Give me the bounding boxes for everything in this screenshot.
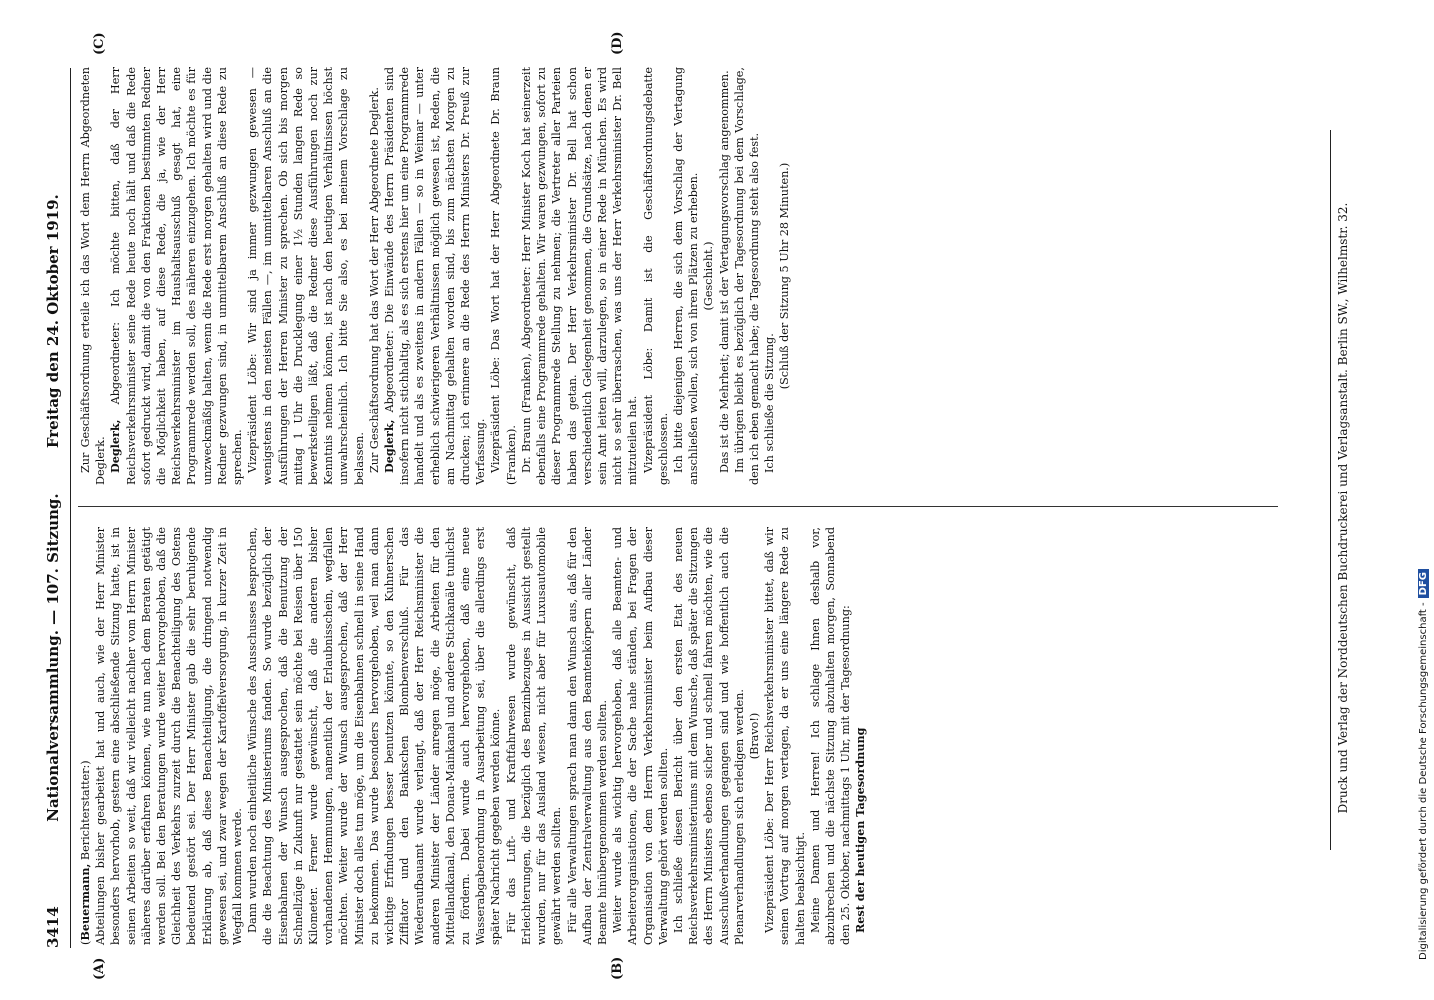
- applause-note: (Bravo!): [747, 712, 761, 760]
- page-number: 3414: [44, 906, 62, 948]
- header-rule: [70, 68, 71, 948]
- margin-marker-a: (A): [92, 957, 107, 980]
- digitization-text: Digitalisierung gefördert durch die Deutsche Forschungsgemeinschaft -: [1418, 602, 1429, 960]
- left-paragraph: Weiter wurde als wichtig hervorgehoben, daß alle Beamten- und Arbeiterorganisationen, die der Sache nahe ständen, bei Fragen der Organisation von dem Herrn Verkehrsminister beim Aufbau dieser Verwaltung gehört werden sollten.: [611, 527, 670, 945]
- right-paragraph: Das ist die Mehrheit; damit ist der Vertagungsvorschlag angenommen.: [717, 70, 731, 473]
- right-column: [78, 67, 793, 485]
- right-paragraph: Zur Geschäftsordnung hat das Wort der Herr Abgeordnete Deglerk.: [367, 87, 381, 473]
- right-paragraph: Ich bitte diejenigen Herren, die sich dem Vorschlag der Vertagung anschließen wollen, sich von ihren Plätzen zu erheben.: [671, 67, 701, 485]
- margin-marker-b: (B): [610, 956, 625, 980]
- digitization-note: [1418, 40, 1429, 960]
- right-paragraph: Ich schließe die Sitzung.: [763, 333, 777, 473]
- right-paragraph: Zur Geschäftsordnung erteile ich das Wort dem Herrn Abgeordneten Deglerk.: [79, 67, 108, 485]
- page-title-left: Nationalversammlung. — 107. Sitzung.: [44, 493, 62, 822]
- dfg-logo: DFG: [1418, 569, 1429, 598]
- left-column: [78, 527, 869, 945]
- session-close-note: (Schluß der Sitzung 5 Uhr 28 Minuten.): [778, 162, 792, 390]
- printer-imprint: Druck und Verlag der Norddeutschen Buchdruckerei und Verlagsanstalt. Berlin SW., Wilhelmstr. 32.: [1336, 202, 1350, 814]
- left-paragraph: Dann wurden noch einheitliche Wünsche des Ausschusses besprochen, die die Beachtung des Ministeriums fanden. So wurde bezüglich der Eisenbahnen der Wunsch ausgesprochen, daß die Benutzung der Schnellzüge in Zukunft nur gestattet sein möchte bei Reisen über 150 Kilometer. Ferner wurde gewünscht, daß die anderen bisher vorhandenen Hemmungen, namentlich der Erlaubnisschein, wegfallen möchten. Weiter wurde der Wunsch ausgesprochen, daß der Herr Minister doch alles tun möge, um die Eisenbahnen schnell in seine Hand zu bekommen. Das wurde besonders hervorgehoben, weil man dann wichtige Erfindungen besser benutzen könnte, so den Kuhnerschen Zifflator und den Bankschen Blombenverschluß. Für das Wiederaufbauamt wurde verlangt, daß der Herr Reichsminister die anderen Minister der Länder anregen möge, die Arbeiten für den Mittellandkanal, den Donau-Mainkanal und andere Stichkanäle tunlichst zu fördern. Dabei wurde auch hervorgehoben, daß eine neue Wasserabgabenordnung in Ausarbeitung sei, über die allerdings erst später Nachricht gegeben werden könne.: [246, 527, 503, 945]
- left-paragraph: Abteilungen bisher gearbeitet hat und auch, wie der Herr Minister besonders hervorhob, gestern eine abschließende Sitzung hatte, ist in seinen Arbeiten so weit, daß wir vielleicht nachher vom Herrn Minister näheres darüber erfahren können, wie nun nach dem Beraten getätigt werden soll. Bei den Beratungen wurde weiter hervorgehoben, daß die Gleichheit des Verkehrs zurzeit durch die Benachteiligung des Ostens bedeutend gestört sei. Der Herr Minister gab die sehr beruhigende Erklärung ab, daß diese Benachteiligung, die dringend notwendig gewesen sei, und zwar wegen der Kartoffelversorgung, in kurzer Zeit in Wegfall kommen werde.: [94, 527, 245, 945]
- margin-marker-d: (D): [610, 31, 625, 55]
- left-paragraph: Vizepräsident Löbe: Der Herr Reichsverkehrsminister bittet, daß wir seinen Vortrag auf morgen vertagen, da er uns eine längere Rede zu halten beabsichtigt.: [763, 527, 807, 945]
- right-paragraph: Im übrigen bleibt es bezüglich der Tagesordnung bei dem Vorschlage, den ich eben gemacht habe; die Tagesordnung steht also fest.: [732, 67, 761, 485]
- right-paragraph: Vizepräsident Löbe: Das Wort hat der Herr Abgeordnete Dr. Braun (Franken).: [489, 67, 518, 485]
- margin-marker-c: (C): [92, 32, 107, 55]
- action-note: (Geschieht.): [702, 241, 716, 311]
- page-title: [44, 68, 62, 948]
- footer-rule: [1330, 130, 1331, 850]
- right-paragraph: Vizepräsident Löbe: Damit ist die Geschäftsordnungsdebatte geschlossen.: [641, 67, 670, 485]
- left-paragraph: Meine Damen und Herren! Ich schlage Ihnen deshalb vor, abzubrechen und die nächste Sitzung abzuhalten morgen, Sonnabend den 25. Oktober, nachmittags 1 Uhr, mit der Tagesordnung:: [808, 527, 853, 945]
- right-paragraph: Deglerk, Abgeordneter: Die Einwände des Herrn Präsidenten sind insofern nicht stichhaltig, als es sich erstens hier um eine Programmrede handelt und als es zweitens in andern Fällen — so in Weimar — unter erheblich schwierigeren Verhältnissen möglich gewesen ist, Reden, die am Nachmittag gehalten worden sind, bis zum nächsten Morgen zu drucken; ich erinnere an die Rede des Herrn Ministers Dr. Preuß zur Verfassung.: [382, 67, 488, 485]
- left-paragraph: (Beuermann, Berichterstatter:): [78, 760, 92, 945]
- page-header: [44, 68, 68, 948]
- right-paragraph: Dr. Braun (Franken), Abgeordneter: Herr Minister Koch hat seinerzeit ebenfalls eine Programmrede gehalten. Wir waren gezwungen, sofort zu dieser Programmrede Stellung zu nehmen; die Vertreter aller Parteien haben das getan. Der Herr Verkehrsminister Dr. Bell hat schon verschiedentlich Gelegenheit genommen, die Grundsätze, nach denen er sein Amt leiten will, darzulegen, so in einer Rede in München. Es wird nicht so sehr überraschen, was uns der Herr Verkehrsminister Dr. Bell mitzuteilen hat.: [519, 67, 640, 485]
- left-paragraph: Für das Luft- und Kraftfahrwesen wurde gewünscht, daß Erleichterungen, die bezüglich des Benzinbezuges in Aussicht gestellt wurden, nur für das Ausland wiesen, nicht aber für Luxusautomobile gewährt werden sollten.: [504, 527, 564, 945]
- agenda-item: Rest der heutigen Tagesordnung: [853, 727, 868, 933]
- left-paragraph: Ich schließe diesen Bericht über den ersten Etat des neuen Reichsverkehrsministeriums mit dem Wunsche, daß später die Sitzungen des Herrn Ministers ebenso sicher und schnell fahren möchten, wie die Ausschußverhandlungen gegangen sind und wie hoffentlich auch die Plenarverhandlungen sich erledigen werden.: [671, 527, 746, 945]
- page-title-right: Freitag den 24. Oktober 1919.: [44, 194, 62, 449]
- column-divider: [78, 506, 1278, 507]
- left-paragraph: Für alle Verwaltungen sprach man dann den Wunsch aus, daß für den Aufbau der Zentralverwaltung aus den Beamtenkörpern aller Länder Beamte hinübergenommen werden sollten.: [565, 527, 609, 945]
- right-paragraph: Vizepräsident Löbe: Wir sind ja immer gezwungen gewesen — wenigstens in den meisten Fällen —, im unmittelbaren Anschluß an die Ausführungen der Herren Minister zu sprechen. Ob sich bis morgen mittag 1 Uhr die Drucklegung einer 1½ Stunden langen Rede so bewerkstelligen läßt, daß die Redner diese Ausführungen noch zur Kenntnis nehmen können, ist nach den heutigen Verhältnissen höchst unwahrscheinlich. Ich bitte Sie also, es bei meinem Vorschlage zu belassen.: [246, 67, 366, 485]
- right-paragraph: Deglerk, Abgeordneter: Ich möchte bitten, daß der Herr Reichsverkehrsminister seine Rede heute noch hält und daß die Rede sofort gedruckt wird, damit die von den Fraktionen bestimmten Redner die Möglichkeit haben, auf diese Rede, die ja, wie der Herr Reichsverkehrsminister im Haushaltsausschuß gesagt hat, eine Programmrede werden soll, des näheren einzugehen. Ich möchte es für unzweckmäßig halten, wenn die Rede erst morgen gehalten wird und die Redner gezwungen sind, in unmittelbarem Anschluß an diese Rede zu sprechen.: [108, 66, 245, 485]
